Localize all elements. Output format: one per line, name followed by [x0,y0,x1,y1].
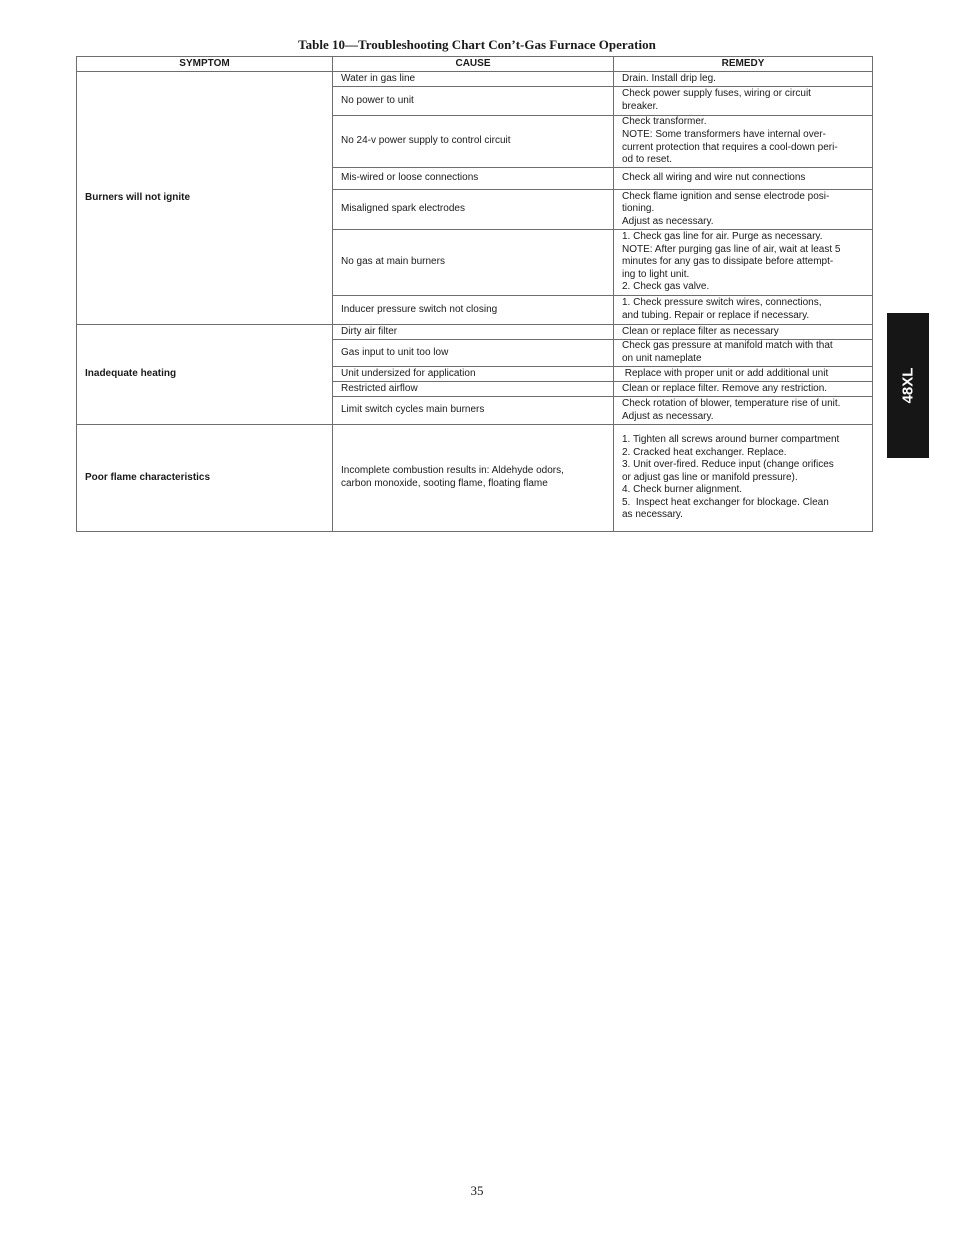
cause-cell: No power to unit [333,87,614,116]
remedy-line: Adjust as necessary. [622,410,714,422]
remedy-line: Check all wiring and wire nut connections [622,172,806,184]
cause-cell: Gas input to unit too low [333,340,614,367]
remedy-cell [614,87,873,116]
remedy-line: Check transformer. [622,116,707,128]
remedy-line: 1. Check pressure switch wires, connections, [622,297,822,309]
side-tab-label: 48XL [899,367,917,404]
remedy-line: Clean or replace filter. Remove any restriction. [622,382,828,394]
remedy-line: current protection that requires a cool-down peri- [622,141,838,153]
remedy-line: Check gas pressure at manifold match with that [622,340,833,352]
page-number: 35 [470,1183,484,1198]
cause-cell [333,425,614,532]
cause-cell: Restricted airflow [333,382,614,397]
side-tab [887,313,929,458]
remedy-line: 3. Unit over-fired. Reduce input (change orifices [622,459,834,471]
remedy-line: Check rotation of blower, temperature rise of unit. [622,397,841,409]
remedy-line: 5. Inspect heat exchanger for blockage. Clean [622,496,829,508]
troubleshooting-table [76,56,873,532]
table-title: Table 10—Troubleshooting Chart Con’t-Gas Furnace Operation [298,37,656,52]
header-symptom: SYMPTOM [77,57,333,72]
cause-cell: No gas at main burners [333,230,614,296]
remedy-line: Clean or replace filter as necessary [622,325,779,337]
remedy-line: 2. Cracked heat exchanger. Replace. [622,446,787,458]
cause-cell: Water in gas line [333,72,614,87]
remedy-line: 2. Check gas valve. [622,281,710,293]
cause-cell: Inducer pressure switch not closing [333,296,614,325]
remedy-cell [614,340,873,367]
remedy-line: Drain. Install drip leg. [622,72,716,84]
remedy-line: on unit nameplate [622,353,702,364]
remedy-cell [614,72,873,87]
remedy-line: as necessary. [622,509,683,521]
remedy-line: ing to light unit. [622,268,690,280]
remedy-line: Check power supply fuses, wiring or circuit [622,88,811,100]
symptom-cell: Inadequate heating [77,325,333,425]
remedy-cell [614,325,873,340]
cause-cell: Limit switch cycles main burners [333,397,614,425]
symptom-cell: Poor flame characteristics [77,425,333,532]
remedy-cell [614,425,873,532]
remedy-line: 1. Tighten all screws around burner compartment [622,433,840,445]
cause-cell: Dirty air filter [333,325,614,340]
remedy-line: od to reset. [622,154,673,166]
table-row [77,325,873,340]
remedy-cell [614,230,873,296]
header-remedy: REMEDY [614,57,873,72]
remedy-line: Adjust as necessary. [622,215,714,227]
cause-cell: Misaligned spark electrodes [333,190,614,230]
cause-cell: Unit undersized for application [333,367,614,382]
remedy-cell [614,367,873,382]
header-cause: CAUSE [333,57,614,72]
remedy-line: NOTE: Some transformers have internal over- [622,128,826,140]
remedy-cell [614,382,873,397]
symptom-cell: Burners will not ignite [77,72,333,325]
remedy-line: or adjust gas line or manifold pressure). [622,471,798,483]
table-row [77,72,873,87]
cause-cell: Mis-wired or loose connections [333,168,614,190]
remedy-line: 1. Check gas line for air. Purge as necessary. [622,231,823,243]
remedy-line: tioning. [622,203,655,215]
remedy-line: Check flame ignition and sense electrode posi- [622,190,830,202]
cause-cell: No 24-v power supply to control circuit [333,116,614,168]
remedy-line: Replace with proper unit or add additional unit [622,367,829,379]
cause-line: Incomplete combustion results in: Aldehyde odors, [341,465,564,477]
cause-line: carbon monoxide, sooting flame, floating flame [341,478,548,489]
remedy-line: NOTE: After purging gas line of air, wait at least 5 [622,243,841,255]
table-row [77,425,873,532]
remedy-cell [614,397,873,425]
remedy-cell [614,168,873,190]
remedy-line: 4. Check burner alignment. [622,484,743,496]
remedy-line: and tubing. Repair or replace if necessary. [622,310,810,321]
header-row [77,57,873,72]
remedy-line: breaker. [622,101,659,112]
remedy-cell [614,190,873,230]
remedy-cell [614,296,873,325]
remedy-line: minutes for any gas to dissipate before attempt- [622,256,834,268]
remedy-cell [614,116,873,168]
